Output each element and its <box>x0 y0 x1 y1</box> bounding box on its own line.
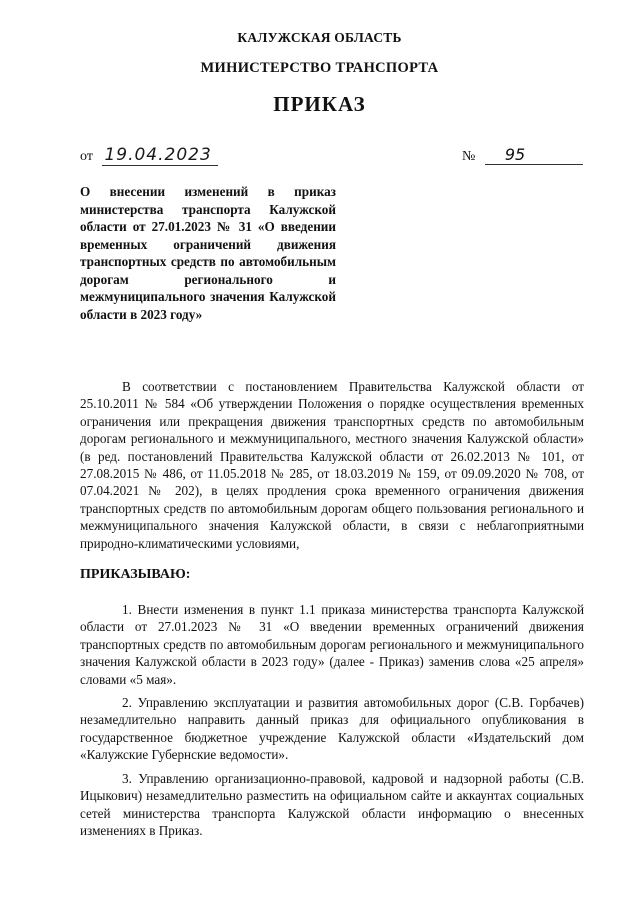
ministry-title: МИНИСТЕРСТВО ТРАНСПОРТА <box>200 60 439 76</box>
order-item-3: 3. Управлению организационно-правовой, кадровой и надзорной работы (С.В. Ицыкович) незамедлительно разместить на официальном сайте и аккаунтах социальных сетей министерства транспорта Калужской области информацию о внесенных изменениях в Приказ. <box>80 771 584 839</box>
preamble-paragraph: В соответствии с постановлением Правительства Калужской области от 25.10.2011 № 584 «Об утверждении Положения о порядке осуществления временных ограничения или прекращения движения транспортных средств по автомобильным дорогам регионального и межмуниципального, местного значения Калужской области» (в ред. постановлений Правительства Калужской области от 26.02.2013 № 101, от 27.08.2015 № 486, от 11.05.2018 № 285, от 18.03.2019 № 159, от 09.09.2020 № 708, от 07.04.2021 № 202), в целях продления срока временного ограничения движения транспортных средств по автомобильным дорогам общего пользования регионального и межмуниципального значения Калужской области, в связи с неблагоприятными природно-климатическими условиями, <box>80 379 584 551</box>
document-type-heading: ПРИКАЗ <box>273 92 366 116</box>
date-label: от <box>80 149 93 164</box>
order-directive-heading: ПРИКАЗЫВАЮ: <box>80 567 191 582</box>
date-line <box>80 145 218 166</box>
region-title: КАЛУЖСКАЯ ОБЛАСТЬ <box>237 30 402 45</box>
handwritten-number: 95 <box>485 145 583 165</box>
handwritten-date: 19.04.2023 <box>102 145 218 166</box>
order-item-2: 2. Управлению эксплуатации и развития автомобильных дорог (С.В. Горбачев) незамедлительно направить данный приказ для официального опубликования в государственное бюджетное учреждение Калужской области «Издательский дом «Калужские Губернские ведомости». <box>80 695 584 763</box>
number-label: № <box>462 149 476 164</box>
number-line <box>462 145 583 165</box>
order-subject: О внесении изменений в приказ министерства транспорта Калужской области от 27.01.2023 № 31 «О введении временных ограничений движения транспортных средств по автомобильным дорогам регионального и межмуниципального значения Калужской области в 2023 году» <box>80 184 336 322</box>
order-item-1: 1. Внести изменения в пункт 1.1 приказа министерства транспорта Калужской области от 27.01.2023 № 31 «О введении временных ограничений движения транспортных средств по автомобильным дорогам регионального и межмуниципального значения Калужской области в 2023 году» (далее - Приказ) заменив слова «25 апреля» словами «5 мая». <box>80 602 584 687</box>
